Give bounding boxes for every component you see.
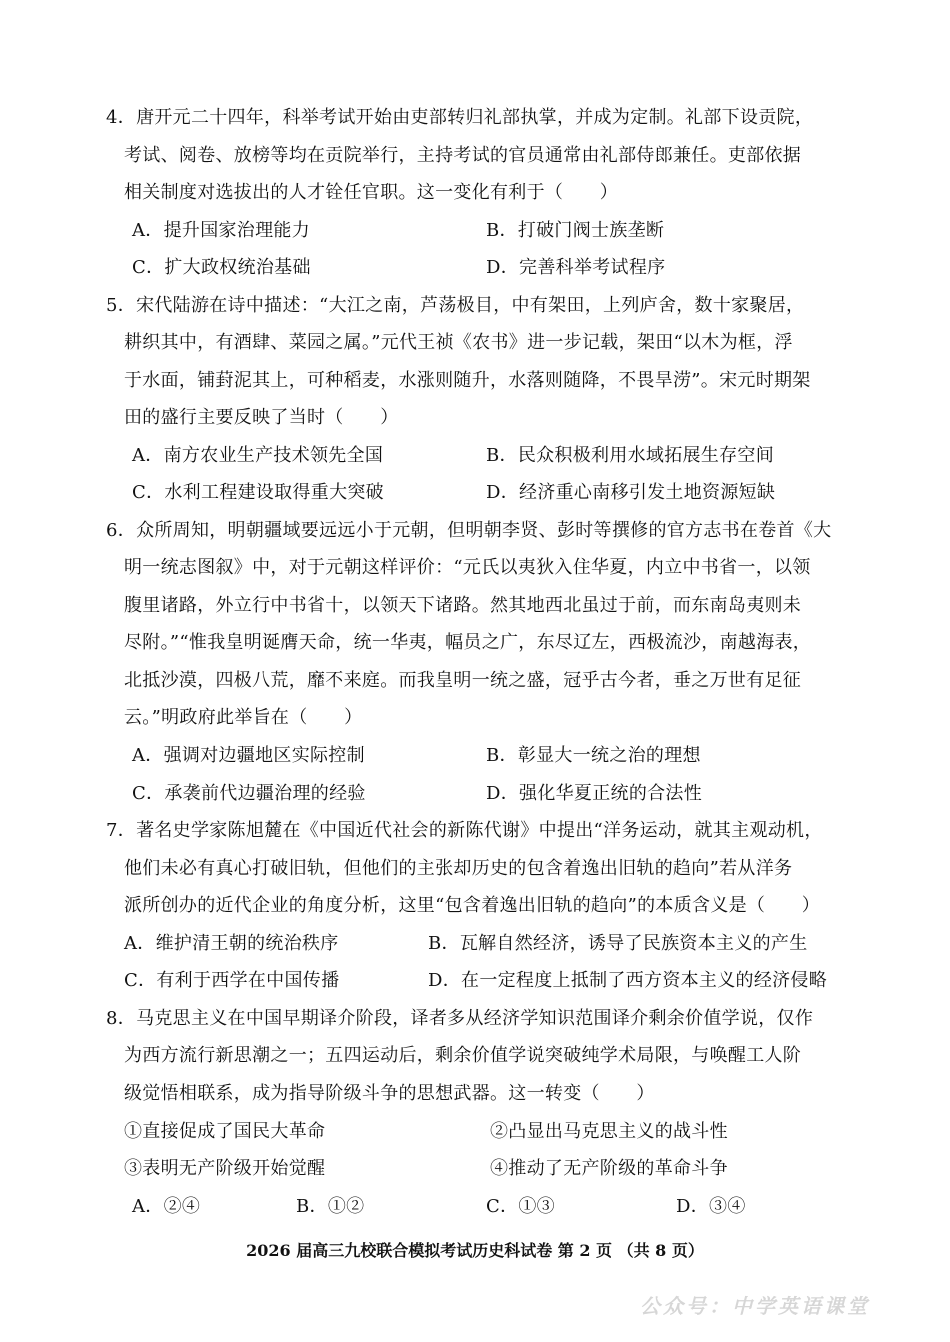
page-footer: 2026 届高三九校联合模拟考试历史科试卷 第 2 页 （共 8 页） [246,1241,704,1260]
question-line: 腹里诸路，外立行中书省十，以领天下诸路。然其地西北虽过于前，而东南岛夷则未 [124,595,802,616]
option-d: D．经济重心南移引发土地资源短缺 [486,482,776,503]
option-c: C．承袭前代边疆治理的经验 [132,783,366,804]
question-number: 5． [106,295,137,316]
statement-1: ①直接促成了国民大革命 [124,1121,326,1142]
question-line: 北抵沙漠，四极八荒，靡不来庭。而我皇明一统之盛，冠乎古今者，垂之万世有足征 [124,670,802,691]
question-number: 7． [106,820,137,841]
option-c: C．①③ [486,1196,555,1217]
option-b: B．瓦解自然经济，诱导了民族资本主义的产生 [428,933,808,954]
question-line: 于水面，铺葑泥其上，可种稻麦，水涨则随升，水落则随降，不畏旱涝”。宋元时期架 [124,370,811,391]
option-d: D．强化华夏正统的合法性 [486,783,703,804]
question-number: 4． [106,107,137,128]
watermark: 公众号：中学英语课堂 [640,1294,870,1318]
option-b: B．打破门阀士族垄断 [486,220,665,241]
option-c: C．有利于西学在中国传播 [124,970,340,991]
question-line: 派所创办的近代企业的角度分析，这里“包含着逸出旧轨的趋向”的本质含义是（ ） [124,895,821,916]
question-line: 明一统志图叙》中，对于元朝这样评价：“元氏以夷狄入住华夏，内立中书省一，以领 [124,557,811,578]
question-line: 6．众所周知，明朝疆域要远远小于元朝，但明朝李贤、彭时等撰修的官方志书在卷首《大 [106,520,832,541]
question-line: 他们未必有真心打破旧轨，但他们的主张却历史的包含着逸出旧轨的趋向”若从洋务 [124,858,793,879]
question-line: 耕织其中，有酒肆、菜园之属。”元代王祯《农书》进一步记载，架田“以木为框，浮 [124,332,793,353]
statement-3: ③表明无产阶级开始觉醒 [124,1158,326,1179]
question-number: 6． [106,520,137,541]
option-d: D．完善科举考试程序 [486,257,666,278]
question-line: 尽附。”“惟我皇明诞膺天命，统一华夷，幅员之广，东尽辽左，西极流沙，南越海表， [124,632,812,653]
option-a: A．维护清王朝的统治秩序 [124,933,339,954]
option-d: D．③④ [676,1196,746,1217]
option-a: A．强调对边疆地区实际控制 [132,745,365,766]
option-a: A．②④ [132,1196,201,1217]
question-number: 8． [106,1008,137,1029]
option-d: D．在一定程度上抵制了西方资本主义的经济侵略 [428,970,828,991]
question-line: 云。”明政府此举旨在（ ） [124,707,363,728]
option-b: B．民众积极利用水域拓展生存空间 [486,445,775,466]
option-b: B．①② [296,1196,365,1217]
question-line: 5．宋代陆游在诗中描述：“大江之南，芦荡极目，中有架田，上列庐舍，数十家聚居， [106,295,805,316]
option-a: A．提升国家治理能力 [132,220,310,241]
option-c: C．扩大政权统治基础 [132,257,311,278]
option-a: A．南方农业生产技术领先全国 [132,445,384,466]
statement-2: ②凸显出马克思主义的战斗性 [490,1121,728,1142]
statement-4: ④推动了无产阶级的革命斗争 [490,1158,728,1179]
question-line: 8．马克思主义在中国早期译介阶段，译者多从经济学知识范围译介剩余价值学说，仅作 [106,1008,814,1029]
question-line: 田的盛行主要反映了当时（ ） [124,407,399,428]
question-line: 7．著名史学家陈旭麓在《中国近代社会的新陈代谢》中提出“洋务运动，就其主观动机， [106,820,823,841]
question-line: 4．唐开元二十四年，科举考试开始由吏部转归礼部执掌，并成为定制。礼部下设贡院， [106,107,814,128]
option-b: B．彰显大一统之治的理想 [486,745,701,766]
question-line: 级觉悟相联系，成为指导阶级斗争的思想武器。这一转变（ ） [124,1083,655,1104]
question-line: 相关制度对选拔出的人才铨任官职。这一变化有利于（ ） [124,182,619,203]
option-c: C．水利工程建设取得重大突破 [132,482,384,503]
question-line: 考试、阅卷、放榜等均在贡院举行，主持考试的官员通常由礼部侍郎兼任。吏部依据 [124,145,802,166]
question-line: 为西方流行新思潮之一；五四运动后，剩余价值学说突破纯学术局限，与唤醒工人阶 [124,1045,802,1066]
